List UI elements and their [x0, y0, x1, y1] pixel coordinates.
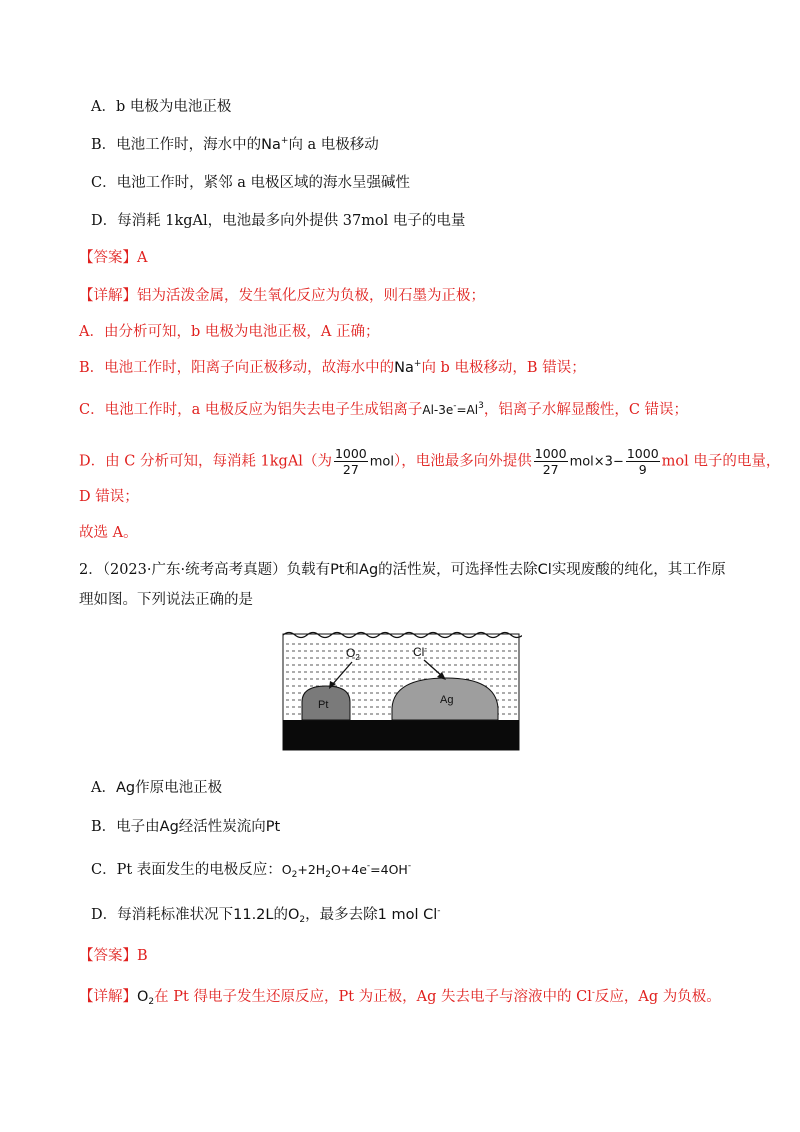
q2-option-d-text: D．每消耗标准状况下: [91, 907, 234, 923]
q1-option-d: D．每消耗 1kgAl，电池最多向外提供 37mol 电子的电量: [91, 213, 466, 229]
q1-option-b-ion-charge: +: [280, 136, 289, 146]
q2-detail: [79, 987, 721, 1007]
q2-option-d: [91, 905, 441, 925]
q2-option-a: [91, 778, 222, 798]
q2-stem-text-mid: 的活性炭，可选择性去除: [378, 562, 538, 578]
q1-option-c: C．电池工作时，紧邻 a 电极区域的海水呈强碱性: [91, 175, 410, 191]
q2-option-d-volume: 11.2L: [233, 907, 274, 923]
ag-label: Ag: [440, 694, 454, 706]
q1-answer-tag: 【答案】: [79, 250, 137, 266]
q2-stem-text-end: 实现废酸的纯化，其工作原: [551, 562, 726, 578]
electrode-diagram: [282, 630, 522, 754]
q1-detail-b-ion-charge: +: [413, 359, 422, 369]
q1-detail-tag: 【详解】: [79, 288, 137, 304]
q1-detail-d-fraction-2: [534, 446, 568, 477]
q2-option-d-text-mid: 的: [273, 907, 288, 923]
q1-detail-d-unit: mol: [369, 454, 394, 470]
fraction-1-denominator: 27: [342, 462, 359, 477]
o2-label: $O_2$: [346, 646, 360, 662]
q2-detail-tag: 【详解】: [79, 989, 137, 1005]
q1-detail-d-text-mid: ），电池最多向外提供: [394, 453, 532, 470]
fraction-3-numerator: 1000: [626, 446, 659, 461]
q1-option-b: [91, 135, 379, 155]
q2-stem-pt: Pt: [330, 562, 345, 578]
q2-detail-o2-sub: 2: [148, 997, 155, 1007]
q2-detail-text: 在 Pt 得电子发生还原反应，Pt 为正极，Ag 失去电子与溶液中的 Cl: [154, 989, 592, 1005]
q1-detail-d: [79, 446, 780, 477]
q1-detail-d-text: D．由 C 分析可知，每消耗 1kgAl（为: [79, 453, 332, 470]
eq-e-charge: -: [366, 861, 371, 871]
q2-option-d-o2: O: [288, 907, 300, 923]
q1-eq-product-charge: 3: [478, 401, 484, 411]
activated-carbon-base: [283, 720, 519, 750]
q1-option-b-ion: Na: [261, 137, 281, 153]
q2-option-c-equation: [281, 861, 412, 880]
q2-stem-ag: Ag: [359, 562, 379, 578]
q1-detail-c-equation: [422, 403, 483, 417]
eq-oh: =4OH: [370, 862, 408, 877]
q2-option-d-cl-charge: -: [437, 906, 441, 916]
q1-detail-c-text-end: ，铝离子水解显酸性，C 错误；: [483, 402, 689, 418]
q1-eq-product: =Al: [456, 403, 479, 417]
q1-detail-d-cont: D 错误；: [79, 489, 139, 505]
q1-detail-c: [79, 400, 688, 420]
fraction-1-numerator: 1000: [334, 446, 367, 461]
q1-detail-b-text-end: 向 b 电极移动，B 错误；: [421, 360, 586, 376]
q1-detail-d-fraction-1: [334, 446, 368, 477]
q1-detail-b-ion: Na: [394, 360, 414, 376]
q1-detail-d-text-end: mol 电子的电量，: [661, 453, 781, 470]
q2-detail-cl-charge: -: [591, 988, 595, 998]
q1-option-a: A．b 电极为电池正极: [91, 99, 232, 115]
q2-stem-line2: 理如图。下列说法正确的是: [79, 592, 253, 608]
q2-option-a-text: 作原电池正极: [135, 780, 223, 796]
q1-detail-d-times: mol×3−: [569, 454, 624, 470]
q2-option-c-text: C．Pt 表面发生的电极反应：: [91, 862, 282, 878]
q2-detail-o2: O: [137, 989, 149, 1005]
fraction-2-denominator: 27: [542, 462, 559, 477]
q2-option-d-amount: 1 mol Cl: [377, 907, 438, 923]
q2-option-c: [91, 860, 411, 880]
q2-answer-value: B: [137, 948, 148, 964]
q1-option-b-text-end: 向 a 电极移动: [288, 137, 379, 153]
q2-option-d-text-mid2: ，最多去除: [305, 907, 378, 923]
q1-answer-value: A: [137, 250, 148, 266]
q1-conclusion: 故选 A。: [79, 525, 138, 541]
q1-detail-d-fraction-3: [626, 446, 660, 477]
q2-option-a-label: A．: [91, 780, 116, 796]
q1-option-b-text: B．电池工作时，海水中的: [91, 137, 262, 153]
eq-o: O: [281, 862, 292, 877]
q2-option-b-pt: Pt: [265, 819, 281, 835]
q1-detail-b: [79, 358, 586, 378]
fraction-2-numerator: 1000: [534, 446, 567, 461]
eq-e: O+4e: [330, 862, 367, 877]
q1-detail-b-text: B．电池工作时，阳离子向正极移动，故海水中的: [79, 360, 395, 376]
q1-detail-c-text: C．电池工作时，a 电极反应为铝失去电子生成铝离子: [79, 402, 423, 418]
eq-o-sub: 2: [291, 870, 298, 880]
q2-answer-tag: 【答案】: [79, 948, 137, 964]
q2-option-b-text-mid: 经活性炭流向: [178, 819, 266, 835]
q2-stem-text: 2．（2023·广东·统考高考真题）负载有: [79, 562, 331, 578]
q2-detail-text-end: 反应，Ag 为负极。: [594, 989, 721, 1005]
q1-eq-e-charge: -: [453, 401, 457, 411]
pt-label: Pt: [318, 699, 329, 711]
eq-h: +2H: [297, 862, 326, 877]
q1-detail-intro-text: 铝为活泼金属，发生氧化反应为负极，则石墨为正极；: [137, 288, 485, 304]
fraction-3-denominator: 9: [638, 462, 647, 477]
q2-option-b: [91, 817, 280, 837]
cl-label: Cl-: [413, 644, 428, 659]
q2-option-b-text: B．电子由: [91, 819, 160, 835]
q2-option-a-ag: Ag: [115, 780, 136, 796]
q1-eq-al: Al-3e: [422, 403, 454, 417]
q2-answer: [79, 946, 148, 966]
q1-answer: [79, 248, 147, 268]
q1-detail-intro: [79, 286, 485, 306]
q2-option-d-o2-sub: 2: [299, 915, 306, 925]
q1-detail-a: A．由分析可知，b 电极为电池正极，A 正确；: [79, 324, 380, 340]
eq-oh-charge: -: [407, 861, 412, 871]
q2-stem-and: 和: [344, 562, 360, 578]
q2-stem-line1: [79, 560, 726, 580]
q2-option-b-ag: Ag: [159, 819, 179, 835]
q2-stem-cl: Cl: [537, 562, 552, 578]
eq-h-sub: 2: [325, 870, 331, 880]
